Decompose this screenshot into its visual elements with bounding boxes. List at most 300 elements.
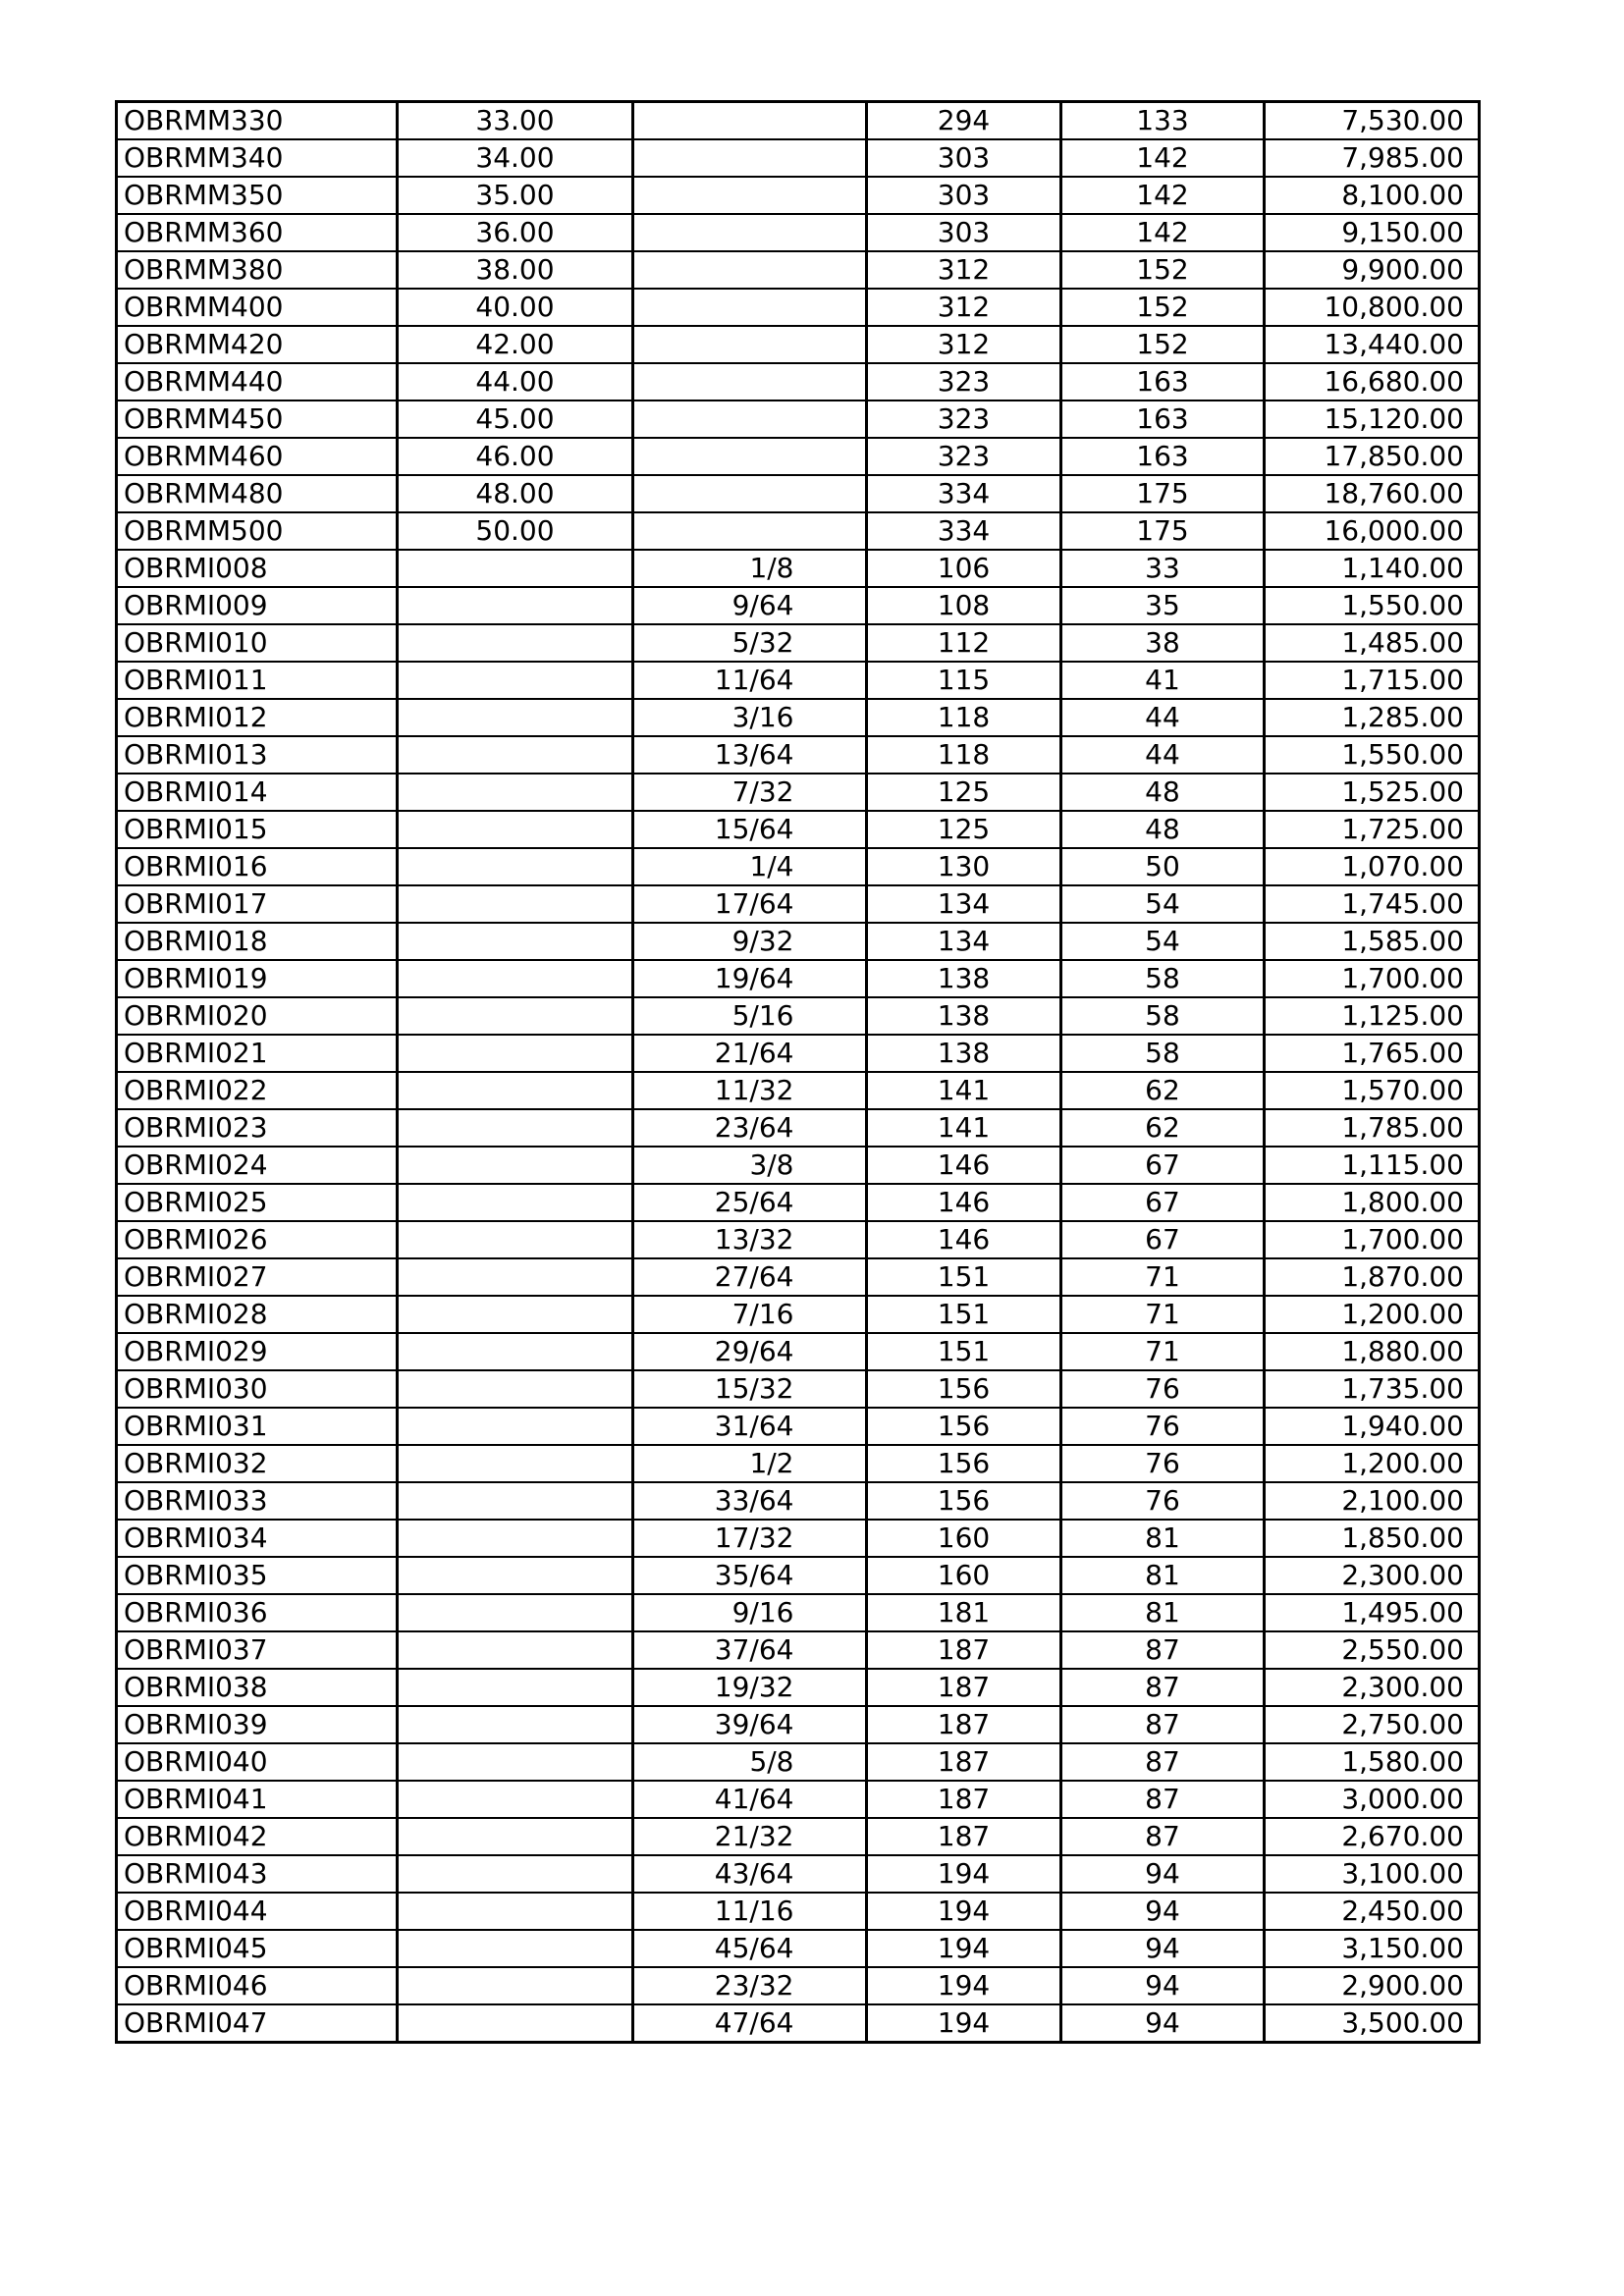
table-row: [117, 811, 1480, 848]
flute-length-cell: 76: [1061, 1408, 1265, 1445]
table-row: [117, 1818, 1480, 1855]
overall-length-cell: 151: [867, 1296, 1061, 1333]
table-row: [117, 1967, 1480, 2004]
price-cell: 1,765.00: [1265, 1035, 1480, 1072]
overall-length-cell: 160: [867, 1520, 1061, 1557]
price-cell: 2,450.00: [1265, 1893, 1480, 1930]
price-table: [115, 100, 1481, 2044]
product-code-cell: OBRMI026: [117, 1221, 398, 1258]
diameter-mm-cell: 45.00: [398, 400, 633, 438]
price-cell: 2,300.00: [1265, 1557, 1480, 1594]
overall-length-cell: 187: [867, 1743, 1061, 1781]
product-code-cell: OBRMM420: [117, 326, 398, 363]
table-row: [117, 550, 1480, 587]
flute-length-cell: 87: [1061, 1706, 1265, 1743]
flute-length-cell: 67: [1061, 1147, 1265, 1184]
overall-length-cell: 187: [867, 1818, 1061, 1855]
flute-length-cell: 71: [1061, 1333, 1265, 1370]
diameter-inch-cell: [633, 1147, 867, 1184]
table-row: [117, 1482, 1480, 1520]
table-row: [117, 177, 1480, 214]
diameter-inch-cell: [633, 1893, 867, 1930]
flute-length-cell: 67: [1061, 1221, 1265, 1258]
table-row: [117, 363, 1480, 400]
product-code-cell: OBRMI044: [117, 1893, 398, 1930]
flute-length-cell: 152: [1061, 251, 1265, 289]
price-cell: 3,500.00: [1265, 2004, 1480, 2043]
diameter-inch-cell: [633, 139, 867, 177]
diameter-inch-value: 27/64: [714, 1260, 794, 1293]
price-cell: 1,550.00: [1265, 587, 1480, 624]
product-code-cell: OBRMI012: [117, 699, 398, 736]
diameter-mm-cell: [398, 1408, 633, 1445]
product-code-cell: OBRMM360: [117, 214, 398, 251]
diameter-mm-cell: 44.00: [398, 363, 633, 400]
diameter-inch-cell: [633, 1967, 867, 2004]
table-row: [117, 1258, 1480, 1296]
price-cell: 2,900.00: [1265, 1967, 1480, 2004]
overall-length-cell: 294: [867, 102, 1061, 140]
price-cell: 1,200.00: [1265, 1445, 1480, 1482]
flute-length-cell: 163: [1061, 438, 1265, 475]
diameter-inch-cell: [633, 885, 867, 923]
flute-length-cell: 58: [1061, 960, 1265, 997]
diameter-mm-cell: [398, 811, 633, 848]
flute-length-cell: 87: [1061, 1669, 1265, 1706]
diameter-mm-cell: [398, 1967, 633, 2004]
diameter-mm-cell: 35.00: [398, 177, 633, 214]
flute-length-cell: 81: [1061, 1557, 1265, 1594]
diameter-inch-cell: [633, 1035, 867, 1072]
diameter-inch-value: 9/16: [731, 1596, 794, 1629]
diameter-mm-cell: [398, 662, 633, 699]
diameter-inch-cell: [633, 1818, 867, 1855]
flute-length-cell: 175: [1061, 512, 1265, 550]
diameter-mm-cell: [398, 923, 633, 960]
overall-length-cell: 115: [867, 662, 1061, 699]
diameter-inch-cell: [633, 1781, 867, 1818]
table-row: [117, 1333, 1480, 1370]
price-cell: 17,850.00: [1265, 438, 1480, 475]
flute-length-cell: 142: [1061, 214, 1265, 251]
diameter-inch-cell: [633, 1930, 867, 1967]
diameter-inch-cell: [633, 1669, 867, 1706]
diameter-inch-cell: [633, 923, 867, 960]
table-row: [117, 475, 1480, 512]
diameter-mm-cell: 42.00: [398, 326, 633, 363]
price-cell: 16,000.00: [1265, 512, 1480, 550]
price-cell: 2,550.00: [1265, 1631, 1480, 1669]
price-cell: 3,000.00: [1265, 1781, 1480, 1818]
overall-length-cell: 194: [867, 1967, 1061, 2004]
diameter-inch-value: 15/32: [714, 1372, 794, 1405]
product-code-cell: OBRMI030: [117, 1370, 398, 1408]
diameter-inch-value: 9/32: [731, 925, 794, 957]
product-code-cell: OBRMI014: [117, 774, 398, 811]
table-row: [117, 1855, 1480, 1893]
diameter-mm-cell: 38.00: [398, 251, 633, 289]
product-code-cell: OBRMI025: [117, 1184, 398, 1221]
diameter-inch-cell: [633, 1408, 867, 1445]
table-row: [117, 1893, 1480, 1930]
table-row: [117, 1035, 1480, 1072]
table-row: [117, 1221, 1480, 1258]
diameter-inch-value: 5/32: [731, 626, 794, 659]
diameter-inch-cell: [633, 1594, 867, 1631]
flute-length-cell: 76: [1061, 1445, 1265, 1482]
diameter-mm-cell: 40.00: [398, 289, 633, 326]
diameter-inch-value: 35/64: [714, 1559, 794, 1591]
overall-length-cell: 303: [867, 214, 1061, 251]
product-code-cell: OBRMI018: [117, 923, 398, 960]
diameter-inch-cell: [633, 960, 867, 997]
diameter-mm-cell: [398, 1147, 633, 1184]
price-cell: 16,680.00: [1265, 363, 1480, 400]
overall-length-cell: 334: [867, 512, 1061, 550]
diameter-inch-cell: [633, 1743, 867, 1781]
table-row: [117, 1109, 1480, 1147]
product-code-cell: OBRMI013: [117, 736, 398, 774]
price-cell: 1,725.00: [1265, 811, 1480, 848]
product-code-cell: OBRMI036: [117, 1594, 398, 1631]
flute-length-cell: 33: [1061, 550, 1265, 587]
diameter-mm-cell: [398, 1594, 633, 1631]
diameter-inch-value: 1/4: [749, 850, 794, 882]
diameter-mm-cell: [398, 1072, 633, 1109]
diameter-mm-cell: [398, 1818, 633, 1855]
diameter-inch-cell: [633, 774, 867, 811]
price-cell: 1,070.00: [1265, 848, 1480, 885]
diameter-inch-value: 17/64: [714, 887, 794, 920]
price-cell: 9,150.00: [1265, 214, 1480, 251]
product-code-cell: OBRMI023: [117, 1109, 398, 1147]
diameter-inch-value: 25/64: [714, 1186, 794, 1218]
diameter-mm-cell: [398, 1706, 633, 1743]
overall-length-cell: 146: [867, 1184, 1061, 1221]
diameter-inch-cell: [633, 326, 867, 363]
flute-length-cell: 44: [1061, 699, 1265, 736]
diameter-inch-value: 23/32: [714, 1969, 794, 2002]
flute-length-cell: 94: [1061, 1967, 1265, 2004]
diameter-mm-cell: [398, 1930, 633, 1967]
product-code-cell: OBRMI035: [117, 1557, 398, 1594]
price-cell: 1,700.00: [1265, 1221, 1480, 1258]
table-row: [117, 1594, 1480, 1631]
product-code-cell: OBRMM440: [117, 363, 398, 400]
price-cell: 18,760.00: [1265, 475, 1480, 512]
diameter-mm-cell: [398, 1743, 633, 1781]
product-code-cell: OBRMI039: [117, 1706, 398, 1743]
diameter-mm-cell: [398, 1631, 633, 1669]
diameter-inch-value: 23/64: [714, 1111, 794, 1144]
price-cell: 1,785.00: [1265, 1109, 1480, 1147]
flute-length-cell: 87: [1061, 1631, 1265, 1669]
flute-length-cell: 163: [1061, 363, 1265, 400]
diameter-inch-cell: [633, 251, 867, 289]
overall-length-cell: 312: [867, 289, 1061, 326]
flute-length-cell: 81: [1061, 1594, 1265, 1631]
diameter-inch-value: 5/16: [731, 999, 794, 1032]
overall-length-cell: 156: [867, 1370, 1061, 1408]
diameter-inch-cell: [633, 587, 867, 624]
diameter-inch-cell: [633, 997, 867, 1035]
price-cell: 1,800.00: [1265, 1184, 1480, 1221]
diameter-mm-cell: [398, 1520, 633, 1557]
diameter-inch-value: 11/64: [714, 664, 794, 696]
product-code-cell: OBRMM500: [117, 512, 398, 550]
price-cell: 1,745.00: [1265, 885, 1480, 923]
diameter-mm-cell: [398, 885, 633, 923]
diameter-inch-cell: [633, 102, 867, 140]
flute-length-cell: 142: [1061, 139, 1265, 177]
product-code-cell: OBRMI040: [117, 1743, 398, 1781]
diameter-inch-value: 41/64: [714, 1783, 794, 1815]
table-row: [117, 1408, 1480, 1445]
table-row: [117, 1184, 1480, 1221]
product-code-cell: OBRMI022: [117, 1072, 398, 1109]
diameter-mm-cell: [398, 587, 633, 624]
table-row: [117, 1445, 1480, 1482]
diameter-inch-value: 17/32: [714, 1522, 794, 1554]
product-code-cell: OBRMI017: [117, 885, 398, 923]
product-code-cell: OBRMM400: [117, 289, 398, 326]
diameter-inch-cell: [633, 2004, 867, 2043]
product-code-cell: OBRMI021: [117, 1035, 398, 1072]
diameter-mm-cell: 48.00: [398, 475, 633, 512]
product-code-cell: OBRMI037: [117, 1631, 398, 1669]
flute-length-cell: 133: [1061, 102, 1265, 140]
price-cell: 7,530.00: [1265, 102, 1480, 140]
price-cell: 2,300.00: [1265, 1669, 1480, 1706]
product-code-cell: OBRMI024: [117, 1147, 398, 1184]
overall-length-cell: 194: [867, 2004, 1061, 2043]
product-code-cell: OBRMI043: [117, 1855, 398, 1893]
diameter-inch-value: 19/32: [714, 1671, 794, 1703]
product-code-cell: OBRMI008: [117, 550, 398, 587]
product-code-cell: OBRMI047: [117, 2004, 398, 2043]
overall-length-cell: 130: [867, 848, 1061, 885]
price-cell: 1,570.00: [1265, 1072, 1480, 1109]
overall-length-cell: 312: [867, 251, 1061, 289]
overall-length-cell: 303: [867, 177, 1061, 214]
diameter-inch-cell: [633, 1333, 867, 1370]
flute-length-cell: 76: [1061, 1370, 1265, 1408]
price-cell: 2,670.00: [1265, 1818, 1480, 1855]
table-row: [117, 1557, 1480, 1594]
price-cell: 1,140.00: [1265, 550, 1480, 587]
overall-length-cell: 138: [867, 1035, 1061, 1072]
price-cell: 2,750.00: [1265, 1706, 1480, 1743]
diameter-inch-cell: [633, 400, 867, 438]
diameter-inch-value: 39/64: [714, 1708, 794, 1740]
diameter-mm-cell: [398, 1482, 633, 1520]
flute-length-cell: 94: [1061, 1930, 1265, 1967]
overall-length-cell: 118: [867, 699, 1061, 736]
price-cell: 1,715.00: [1265, 662, 1480, 699]
flute-length-cell: 87: [1061, 1743, 1265, 1781]
overall-length-cell: 125: [867, 774, 1061, 811]
diameter-inch-value: 29/64: [714, 1335, 794, 1367]
diameter-mm-cell: 33.00: [398, 102, 633, 140]
diameter-inch-value: 21/32: [714, 1820, 794, 1852]
table-row: [117, 997, 1480, 1035]
price-cell: 2,100.00: [1265, 1482, 1480, 1520]
diameter-inch-value: 33/64: [714, 1484, 794, 1517]
diameter-mm-cell: [398, 1781, 633, 1818]
diameter-inch-value: 21/64: [714, 1037, 794, 1069]
flute-length-cell: 41: [1061, 662, 1265, 699]
product-code-cell: OBRMM460: [117, 438, 398, 475]
table-row: [117, 1370, 1480, 1408]
overall-length-cell: 134: [867, 885, 1061, 923]
flute-length-cell: 48: [1061, 811, 1265, 848]
flute-length-cell: 142: [1061, 177, 1265, 214]
overall-length-cell: 312: [867, 326, 1061, 363]
diameter-inch-cell: [633, 848, 867, 885]
flute-length-cell: 152: [1061, 326, 1265, 363]
price-cell: 1,850.00: [1265, 1520, 1480, 1557]
diameter-inch-value: 37/64: [714, 1633, 794, 1666]
diameter-mm-cell: 46.00: [398, 438, 633, 475]
diameter-mm-cell: [398, 774, 633, 811]
diameter-inch-cell: [633, 624, 867, 662]
table-row: [117, 885, 1480, 923]
diameter-inch-cell: [633, 214, 867, 251]
flute-length-cell: 54: [1061, 885, 1265, 923]
product-code-cell: OBRMM330: [117, 102, 398, 140]
price-cell: 3,150.00: [1265, 1930, 1480, 1967]
price-cell: 13,440.00: [1265, 326, 1480, 363]
overall-length-cell: 187: [867, 1706, 1061, 1743]
flute-length-cell: 94: [1061, 1893, 1265, 1930]
table-row: [117, 289, 1480, 326]
price-cell: 1,735.00: [1265, 1370, 1480, 1408]
price-table-body: [117, 102, 1480, 2043]
overall-length-cell: 187: [867, 1781, 1061, 1818]
diameter-inch-value: 7/16: [731, 1298, 794, 1330]
product-code-cell: OBRMI033: [117, 1482, 398, 1520]
product-code-cell: OBRMI010: [117, 624, 398, 662]
diameter-mm-cell: [398, 1296, 633, 1333]
diameter-inch-cell: [633, 1631, 867, 1669]
product-code-cell: OBRMI020: [117, 997, 398, 1035]
diameter-inch-value: 19/64: [714, 962, 794, 994]
product-code-cell: OBRMI009: [117, 587, 398, 624]
diameter-inch-cell: [633, 1109, 867, 1147]
table-row: [117, 848, 1480, 885]
price-cell: 1,585.00: [1265, 923, 1480, 960]
flute-length-cell: 71: [1061, 1296, 1265, 1333]
table-row: [117, 960, 1480, 997]
overall-length-cell: 138: [867, 960, 1061, 997]
flute-length-cell: 76: [1061, 1482, 1265, 1520]
diameter-mm-cell: [398, 1333, 633, 1370]
diameter-inch-cell: [633, 1184, 867, 1221]
product-code-cell: OBRMI015: [117, 811, 398, 848]
product-code-cell: OBRMI011: [117, 662, 398, 699]
diameter-mm-cell: [398, 1855, 633, 1893]
diameter-mm-cell: [398, 1109, 633, 1147]
price-cell: 8,100.00: [1265, 177, 1480, 214]
diameter-inch-value: 5/8: [749, 1745, 794, 1778]
diameter-inch-value: 13/64: [714, 738, 794, 771]
table-row: [117, 251, 1480, 289]
diameter-mm-cell: 36.00: [398, 214, 633, 251]
table-row: [117, 662, 1480, 699]
diameter-inch-value: 7/32: [731, 775, 794, 808]
diameter-inch-value: 45/64: [714, 1932, 794, 1964]
product-code-cell: OBRMM380: [117, 251, 398, 289]
flute-length-cell: 81: [1061, 1520, 1265, 1557]
flute-length-cell: 94: [1061, 2004, 1265, 2043]
product-code-cell: OBRMI045: [117, 1930, 398, 1967]
diameter-mm-cell: [398, 1035, 633, 1072]
flute-length-cell: 87: [1061, 1781, 1265, 1818]
table-row: [117, 1930, 1480, 1967]
diameter-inch-cell: [633, 289, 867, 326]
overall-length-cell: 187: [867, 1669, 1061, 1706]
product-code-cell: OBRMI042: [117, 1818, 398, 1855]
price-cell: 1,580.00: [1265, 1743, 1480, 1781]
diameter-inch-cell: [633, 699, 867, 736]
overall-length-cell: 134: [867, 923, 1061, 960]
table-row: [117, 512, 1480, 550]
overall-length-cell: 146: [867, 1147, 1061, 1184]
table-row: [117, 2004, 1480, 2043]
overall-length-cell: 125: [867, 811, 1061, 848]
price-cell: 1,285.00: [1265, 699, 1480, 736]
diameter-mm-cell: [398, 550, 633, 587]
diameter-inch-cell: [633, 1221, 867, 1258]
overall-length-cell: 146: [867, 1221, 1061, 1258]
product-code-cell: OBRMM480: [117, 475, 398, 512]
diameter-inch-value: 11/32: [714, 1074, 794, 1106]
diameter-mm-cell: [398, 1445, 633, 1482]
diameter-inch-cell: [633, 177, 867, 214]
overall-length-cell: 323: [867, 363, 1061, 400]
overall-length-cell: 181: [867, 1594, 1061, 1631]
overall-length-cell: 194: [867, 1893, 1061, 1930]
overall-length-cell: 118: [867, 736, 1061, 774]
table-row: [117, 1669, 1480, 1706]
overall-length-cell: 160: [867, 1557, 1061, 1594]
product-code-cell: OBRMM450: [117, 400, 398, 438]
diameter-inch-value: 1/2: [749, 1447, 794, 1479]
product-code-cell: OBRMM350: [117, 177, 398, 214]
overall-length-cell: 187: [867, 1631, 1061, 1669]
product-code-cell: OBRMI038: [117, 1669, 398, 1706]
diameter-mm-cell: [398, 736, 633, 774]
diameter-mm-cell: [398, 1184, 633, 1221]
diameter-inch-cell: [633, 438, 867, 475]
diameter-inch-cell: [633, 1296, 867, 1333]
product-code-cell: OBRMI046: [117, 1967, 398, 2004]
flute-length-cell: 71: [1061, 1258, 1265, 1296]
price-cell: 1,870.00: [1265, 1258, 1480, 1296]
product-code-cell: OBRMI031: [117, 1408, 398, 1445]
flute-length-cell: 44: [1061, 736, 1265, 774]
flute-length-cell: 54: [1061, 923, 1265, 960]
diameter-inch-cell: [633, 1370, 867, 1408]
price-cell: 10,800.00: [1265, 289, 1480, 326]
diameter-inch-cell: [633, 811, 867, 848]
flute-length-cell: 62: [1061, 1109, 1265, 1147]
table-row: [117, 139, 1480, 177]
table-row: [117, 1072, 1480, 1109]
diameter-inch-cell: [633, 363, 867, 400]
flute-length-cell: 94: [1061, 1855, 1265, 1893]
table-row: [117, 624, 1480, 662]
